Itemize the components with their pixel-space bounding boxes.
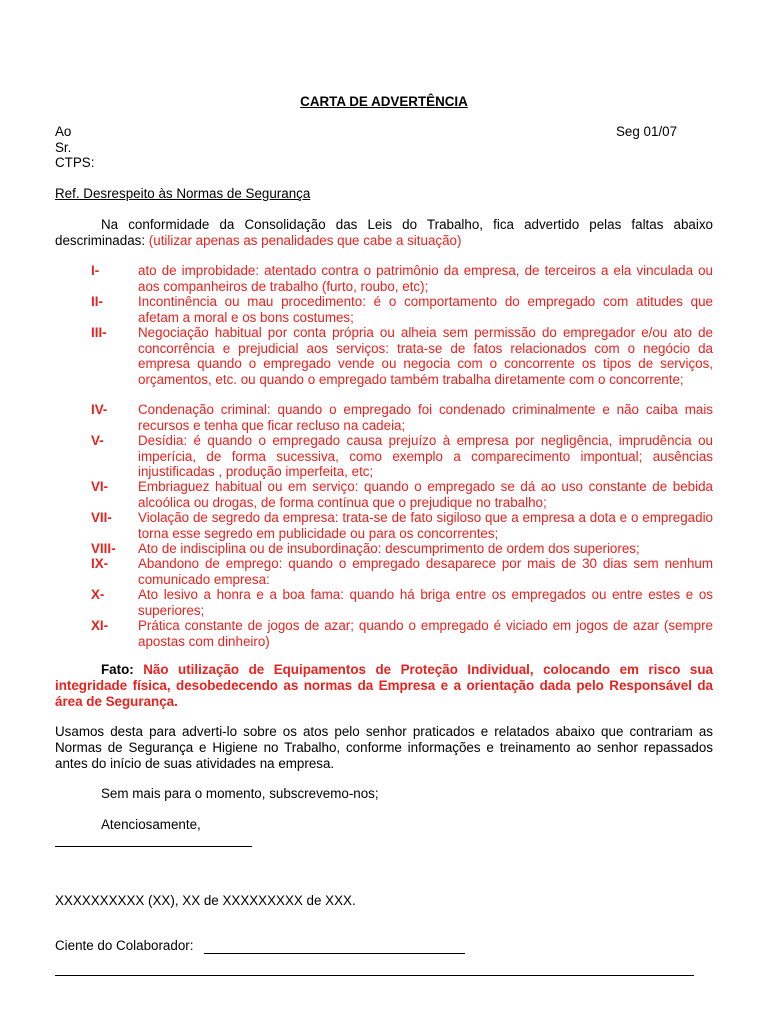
item-text: Abandono de emprego: quando o empregado desaparece por mais de 30 dias sem nenhum comunicado empresa: bbox=[138, 556, 713, 587]
item-number: XI- bbox=[91, 618, 109, 633]
list-item bbox=[91, 294, 713, 325]
sr-label: Sr. bbox=[55, 140, 72, 155]
item-number: IV- bbox=[91, 402, 108, 417]
ciente-label: Ciente do Colaborador: bbox=[55, 938, 194, 953]
list-item bbox=[91, 541, 713, 557]
item-number: IX- bbox=[91, 556, 109, 571]
item-number: VIII- bbox=[91, 541, 116, 556]
item-text: Ato de indisciplina ou de insubordinação: descumprimento de ordem dos superiores; bbox=[138, 541, 640, 556]
page-title: CARTA DE ADVERTÊNCIA bbox=[300, 94, 468, 109]
list-item bbox=[91, 325, 713, 387]
item-text: ato de improbidade: atentado contra o patrimônio da empresa, de terceiros a ela vinculada ou aos companheiros de trabalho (furto, roubo, etc); bbox=[138, 263, 713, 294]
list-item bbox=[91, 263, 713, 294]
item-text: Incontinência ou mau procedimento: é o comportamento do empregado com atitudes que afetam a moral e os bons costumes; bbox=[138, 294, 713, 325]
item-number: I- bbox=[91, 263, 100, 278]
fato-label: Fato: bbox=[101, 662, 134, 677]
place-date: XXXXXXXXXX (XX), XX de XXXXXXXXX de XXX. bbox=[55, 893, 356, 908]
intro-paragraph bbox=[55, 217, 713, 249]
regards-text: Atenciosamente, bbox=[101, 817, 201, 832]
closing-text: Sem mais para o momento, subscrevemo-nos; bbox=[101, 786, 379, 801]
item-text: Prática constante de jogos de azar; quando o empregado é viciado em jogos de azar (sempre apostas com dinheiro) bbox=[138, 618, 713, 649]
list-item bbox=[91, 510, 713, 541]
item-text: Ato lesivo a honra e a boa fama: quando há briga entre os empregados ou entre estes e os superiores; bbox=[138, 587, 713, 618]
item-number: III- bbox=[91, 325, 107, 340]
employee-signature-line bbox=[204, 953, 465, 954]
ctps-label: CTPS: bbox=[55, 155, 95, 170]
fato-text: Não utilização de Equipamentos de Proteção Individual, colocando em risco sua integridade física, desobedecendo as normas da Empresa e a orientação dada pelo Responsável da área de Segurança. bbox=[55, 662, 713, 709]
intro-text: Na conformidade da Consolidação das Leis do Trabalho, fica advertido pelas faltas abaixo descriminadas: bbox=[55, 217, 713, 248]
list-item bbox=[91, 556, 713, 587]
reference-line: Ref. Desrespeito às Normas de Segurança bbox=[55, 186, 311, 201]
item-text: Condenação criminal: quando o empregado foi condenado criminalmente e não caiba mais recursos e tenha que ficar recluso na cadeia; bbox=[138, 402, 713, 433]
body-paragraph: Usamos desta para adverti-lo sobre os atos pelo senhor praticados e relatados abaixo que contrariam as Normas de Segurança e Higiene no Trabalho, conforme informações e treinamento ao senhor repassados antes do início de suas atividades na empresa. bbox=[55, 724, 713, 771]
item-text: Embriaguez habitual ou em serviço: quando o empregado se dá ao uso constante de bebida alcoólica ou drogas, de forma contínua que o prejudique no trabalho; bbox=[138, 479, 713, 510]
item-text: Desídia: é quando o empregado causa prejuízo à empresa por negligência, imprudência ou imperícia, de forma sucessiva, como exemplo a comparecimento impontual; ausências injustificadas , produção imperfeita, etc; bbox=[138, 433, 713, 480]
item-number: V- bbox=[91, 433, 104, 448]
item-text: Negociação habitual por conta própria ou alheia sem permissão do empregador e/ou ato de concorrência e prejudicial aos serviços: trata-se de fatos relacionados com o negócio da empresa quando o empregado vende ou negocia com o concorrente os tipos de serviços, orçamentos, etc. ou quando o empregado também trabalha diretamente com o concorrente; bbox=[138, 325, 713, 387]
list-item bbox=[91, 587, 713, 618]
intro-note: (utilizar apenas as penalidades que cabe a situação) bbox=[148, 233, 462, 248]
to-label: Ao bbox=[55, 124, 72, 139]
item-number: VII- bbox=[91, 510, 112, 525]
bottom-rule bbox=[55, 975, 694, 976]
list-item bbox=[91, 479, 713, 510]
date-text: Seg 01/07 bbox=[616, 124, 678, 139]
list-item bbox=[91, 433, 713, 480]
signature-line bbox=[55, 846, 252, 847]
list-item bbox=[91, 402, 713, 433]
item-number: II- bbox=[91, 294, 103, 309]
item-text: Violação de segredo da empresa: trata-se de fato sigiloso que a empresa a dota e o empregadio torna esse segredo em publicidade ou para os concorrentes; bbox=[138, 510, 713, 541]
fato-paragraph bbox=[55, 662, 713, 710]
item-number: VI- bbox=[91, 479, 109, 494]
list-item bbox=[91, 618, 713, 649]
item-number: X- bbox=[91, 587, 105, 602]
